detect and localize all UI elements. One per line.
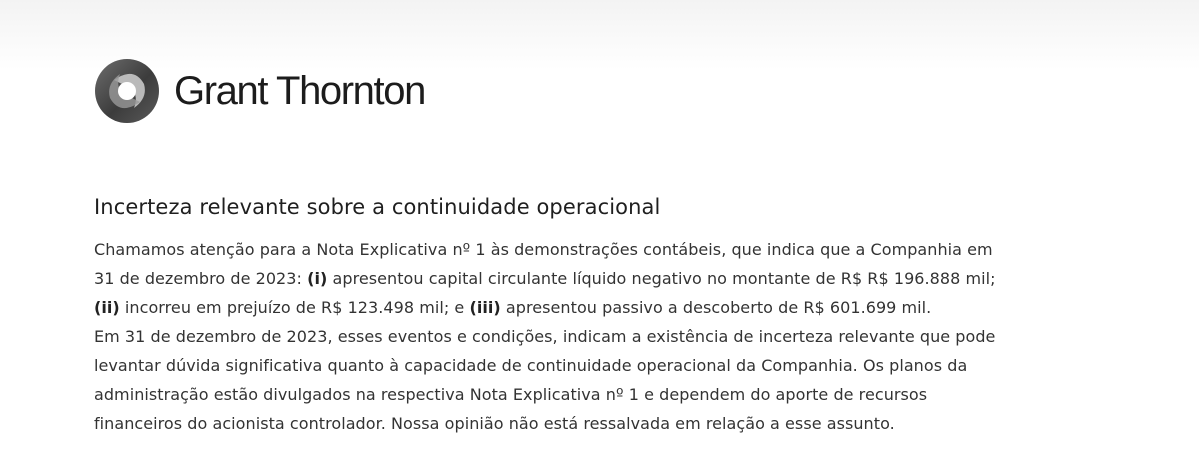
paragraph	[94, 235, 1174, 438]
text-line-4	[94, 322, 1174, 351]
section-heading: Incerteza relevante sobre a continuidade operacional	[94, 195, 661, 219]
item-marker-ii: (ii)	[94, 298, 120, 317]
line-text: levantar dúvida significativa quanto à capacidade de continuidade operacional da Companhia. Os planos da	[94, 356, 968, 375]
text-line-3	[94, 293, 1174, 322]
line-text: 31 de dezembro de 2023:	[94, 269, 308, 288]
text-line-2	[94, 264, 1174, 293]
text-line-5	[94, 351, 1174, 380]
item-marker-i: (i)	[307, 269, 328, 288]
text-line-7	[94, 409, 1174, 438]
grant-thornton-logo-icon	[94, 58, 160, 124]
line-text: Chamamos atenção para a Nota Explicativa nº 1 às demonstrações contábeis, que indica que a Companhia em	[94, 240, 993, 259]
item-marker-iii: (iii)	[469, 298, 501, 317]
line-text: financeiros do acionista controlador. Nossa opinião não está ressalvada em relação a esse assunto.	[94, 414, 895, 433]
grant-thornton-logo	[94, 58, 425, 124]
text-line-1	[94, 235, 1174, 264]
line-text: incorreu em prejuízo de R$ 123.498 mil; e	[119, 298, 470, 317]
line-text: apresentou passivo a descoberto de R$ 601.699 mil.	[500, 298, 932, 317]
text-line-6	[94, 380, 1174, 409]
brand-name: Grant Thornton	[174, 69, 425, 113]
line-text: Em 31 de dezembro de 2023, esses eventos e condições, indicam a existência de incerteza relevante que pode	[94, 327, 996, 346]
line-text: administração estão divulgados na respectiva Nota Explicativa nº 1 e dependem do aporte de recursos	[94, 385, 928, 404]
line-text: apresentou capital circulante líquido negativo no montante de R$ R$ 196.888 mil;	[327, 269, 996, 288]
